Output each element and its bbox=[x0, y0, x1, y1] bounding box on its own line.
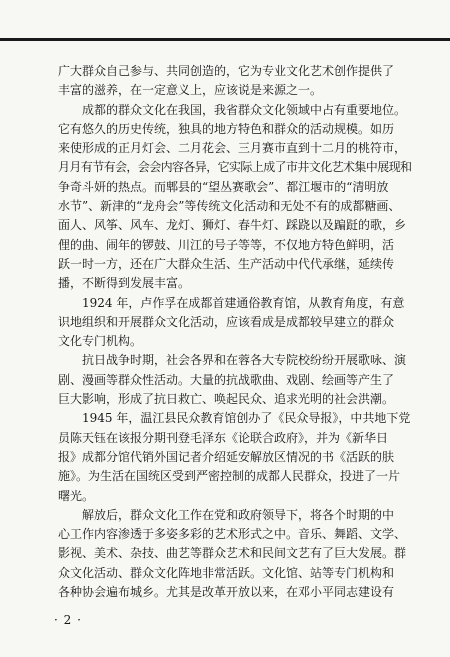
text-line: 丰富的滋养，在一定意义上，应该说是来源之一。 bbox=[58, 83, 323, 98]
text-line: 识地组织和开展群众文化活动，应该看成是成都较早建立的群众 bbox=[58, 314, 395, 329]
text-line: 抗日战争时期，社会各界和在蓉各大专院校纷纷开展歌咏、演 bbox=[58, 353, 407, 368]
text-line: 各种协会遍布城乡。尤其是改革开放以来，在邓小平同志建设有 bbox=[58, 585, 395, 600]
text-line: 员陈天钰在该报分期刊登毛泽东《论联合政府》，并为《新华日 bbox=[58, 430, 389, 445]
text-line: 月月有节有会，会会内容各异，它实际上成了市井文化艺术集中展现和 bbox=[58, 160, 412, 175]
paragraph bbox=[58, 62, 412, 101]
text-line: 来使形成的正月灯会、二月花会、三月赛市直到十二月的桃符市， bbox=[58, 141, 407, 156]
text-line: 文化专门机构。 bbox=[58, 334, 143, 349]
text-line: 水节”、新津的“龙舟会”等传统文化活动和无处不有的成都糖画、 bbox=[58, 199, 401, 214]
text-line: 众文化活动、群众文化阵地非常活跃。文化馆、站等专门机构和 bbox=[58, 565, 395, 580]
text-line: 争奇斗妍的热点。而郫县的“望丛赛歌会”、都江堰市的“清明放 bbox=[58, 179, 389, 194]
paragraph bbox=[58, 409, 412, 505]
text-line: 1945 年，温江县民众教育馆创办了《民众导报》，中共地下党 bbox=[58, 411, 411, 426]
text-line: 巨大影响，形成了抗日救亡、唤起民众、追求光明的社会洪潮。 bbox=[58, 392, 395, 407]
text-line: 面人、风筝、风车、龙灯、狮灯、春牛灯、踩跷以及蹁跹的歌，乡 bbox=[58, 218, 407, 233]
text-line: 广大群众自己参与、共同创造的，它为专业文化艺术创作提供了 bbox=[58, 64, 395, 78]
paragraph bbox=[58, 294, 412, 352]
text-line: 影视、美术、杂技、曲艺等群众艺术和民间文艺有了巨大发展。群 bbox=[58, 546, 407, 561]
body-text bbox=[58, 62, 412, 602]
text-line: 1924 年，卢作孚在成都首建通俗教育馆，从教育角度，有意 bbox=[58, 295, 405, 310]
text-line: 解放后，群众文化工作在党和政府领导下，将各个时期的中 bbox=[58, 507, 395, 522]
text-line: 俚的曲、闹年的锣鼓、川江的号子等等，不仅地方特色鲜明，活 bbox=[58, 237, 395, 252]
text-line: 心工作内容渗透于多姿多彩的艺术形式之中。音乐、舞蹈、文学、 bbox=[58, 527, 407, 542]
text-line: 施》。为生活在国统区受到严密控制的成都人民群众，投进了一片 bbox=[58, 469, 401, 484]
text-line: 剧、漫画等群众性活动。大量的抗战歌曲、戏剧、绘画等产生了 bbox=[58, 372, 395, 387]
paragraph bbox=[58, 101, 412, 294]
text-line: 成都的群众文化在我国，我省群众文化领域中占有重要地位。 bbox=[58, 102, 407, 117]
top-scan-rule bbox=[0, 38, 450, 41]
text-line: 报》成都分馆代销外国记者介绍延安解放区情况的书《活跃的肤 bbox=[58, 449, 395, 464]
paragraph bbox=[58, 351, 412, 409]
text-line: 它有悠久的历史传统，独具的地方特色和群众的活动规模。如历 bbox=[58, 121, 395, 136]
text-line: 跃一时一方，还在广大群众生活、生产活动中代代承继，延续传 bbox=[58, 256, 395, 271]
page-number: · 2 · bbox=[54, 613, 82, 627]
text-line: 播，不断得到发展丰富。 bbox=[58, 276, 191, 291]
text-line: 曙光。 bbox=[58, 488, 95, 503]
paragraph bbox=[58, 506, 412, 602]
